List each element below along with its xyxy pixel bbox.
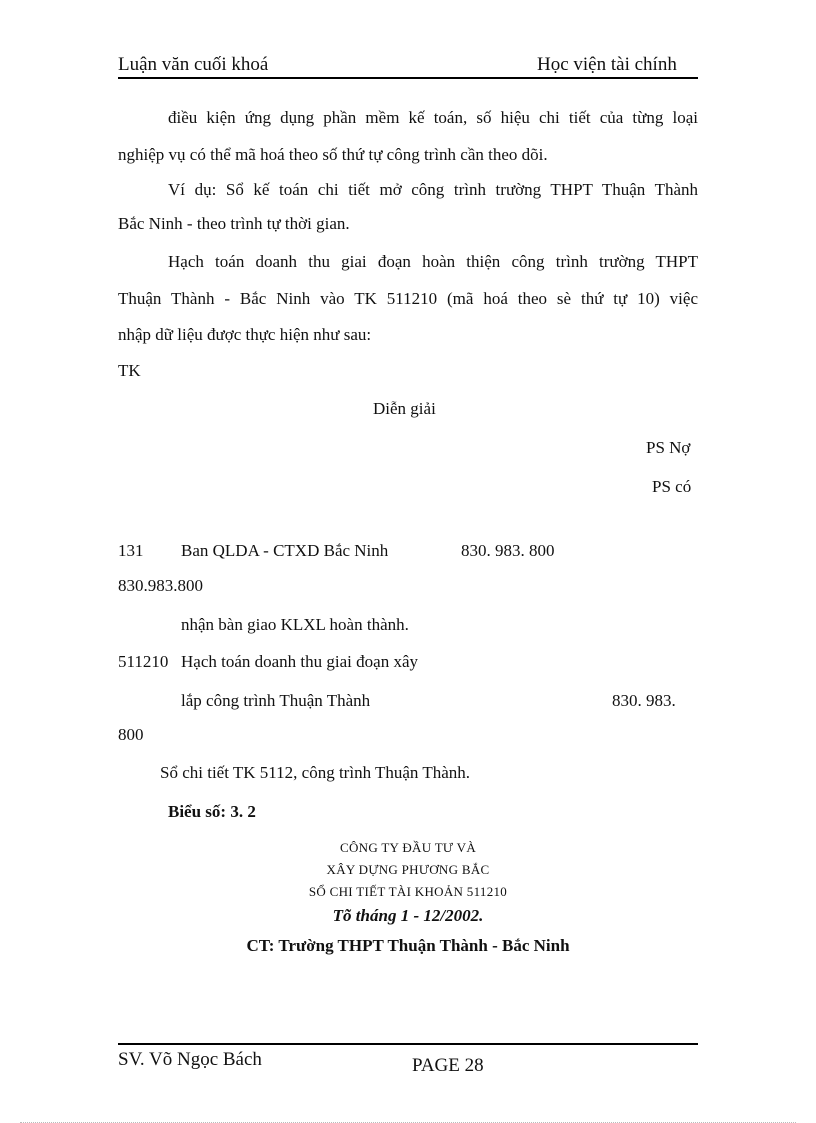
company-name-line-1: CÔNG TY ĐẦU TƯ VÀ bbox=[339, 840, 477, 855]
footer-rule bbox=[118, 1043, 698, 1045]
header-rule bbox=[118, 77, 698, 79]
paragraph-3-line-3: nhập dữ liệu được thực hiện như sau: bbox=[118, 325, 372, 344]
paragraph-1-line-2: nghiệp vụ có thể mã hoá theo số thứ tự công trình cần theo dõi. bbox=[118, 145, 548, 164]
row-1-account: 131 bbox=[118, 541, 144, 560]
paragraph-3-line-2: Thuận Thành - Bắc Ninh vào TK 511210 (mã hoá theo sè thứ tự 10) việc bbox=[118, 289, 698, 308]
company-name-line-2: XÂY DỰNG PHƯƠNG BẮC bbox=[326, 862, 490, 877]
footer-author: SV. Võ Ngọc Bách bbox=[118, 1049, 262, 1070]
row-2-description-2: lắp công trình Thuận Thành bbox=[181, 691, 371, 710]
ledger-period: Tõ tháng 1 - 12/2002. bbox=[332, 906, 484, 925]
project-name: CT: Trường THPT Thuận Thành - Bắc Ninh bbox=[246, 936, 570, 955]
column-debit: PS Nợ bbox=[646, 438, 691, 457]
row-2-account: 511210 bbox=[118, 652, 169, 671]
header-right: Học viện tài chính bbox=[537, 54, 677, 75]
column-tk: TK bbox=[118, 361, 141, 380]
column-credit: PS có bbox=[652, 477, 692, 496]
row-1-credit: 830.983.800 bbox=[118, 576, 203, 595]
form-label: Biểu số: 3. 2 bbox=[168, 802, 256, 821]
row-1-debit: 830. 983. 800 bbox=[461, 541, 555, 560]
paragraph-2-line-2: Bắc Ninh - theo trình tự thời gian. bbox=[118, 214, 350, 233]
paragraph-2-line-1: Ví dụ: Sổ kế toán chi tiết mở công trình trường THPT Thuận Thành bbox=[168, 180, 698, 199]
row-2-amount-continued: 800 bbox=[118, 725, 144, 744]
page-number: PAGE 28 bbox=[412, 1055, 484, 1076]
row-2-amount: 830. 983. bbox=[612, 691, 676, 710]
paragraph-3-line-1: Hạch toán doanh thu giai đoạn hoàn thiện công trình trường THPT bbox=[168, 252, 698, 271]
header-left: Luận văn cuối khoá bbox=[118, 54, 269, 75]
ledger-note: Sổ chi tiết TK 5112, công trình Thuận Thành. bbox=[160, 763, 471, 782]
paragraph-1-line-1: điều kiện ứng dụng phần mềm kế toán, số hiệu chi tiết của từng loại bbox=[168, 108, 698, 127]
row-1-description: Ban QLDA - CTXD Bắc Ninh bbox=[181, 541, 389, 560]
row-2-description: Hạch toán doanh thu giai đoạn xây bbox=[181, 652, 418, 671]
ledger-title: SỔ CHI TIẾT TÀI KHOẢN 511210 bbox=[308, 884, 508, 899]
row-1-description-2: nhận bàn giao KLXL hoàn thành. bbox=[181, 615, 409, 634]
column-description: Diễn giải bbox=[373, 399, 436, 418]
